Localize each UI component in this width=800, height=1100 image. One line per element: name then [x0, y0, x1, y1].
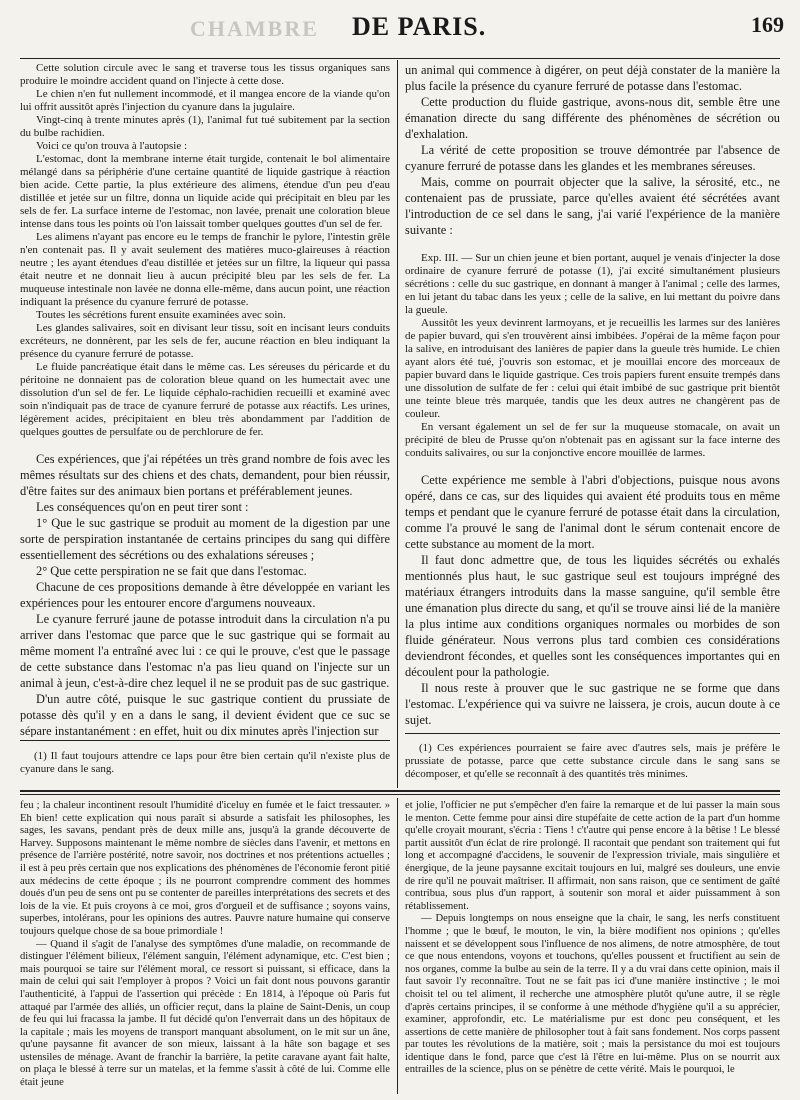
page-header: [20, 10, 790, 50]
paragraph: un animal qui commence à digérer, on peut déjà constater de la manière la plus facile la présence du cyanure ferruré de potasse dans l'estomac.: [405, 63, 780, 93]
paragraph: feu ; la chaleur incontinent resoult l'humidité d'iceluy en fumée et le faict tressauter. » Eh bien! cette explication qui nous paraît si absurde a satisfait les philosophes, les sages, les savans, pendant près de deux mille ans, jusqu'à la grande découverte de Harvey. Supposons maintenant le même nombre de siècles dans l'avenir, et mettons en présence de l'arrière postérité, notre savoir, nos doctrines et nos prétentions actuelles ; il est à peu près certain que nos explications des phénomènes de l'économie feront pitié aux médecins de cette époque ; ils ne pourront comprendre comment des hommes doués d'un peu de sens ont pu se contenter de pareilles interprétations des secrets et des lois de la vie. Et puis croyons à ce moi, gros d'orgueil et de suffisance ; soyons vains, superbes, intolérans, pour les opinions des autres. Pauvre nature humaine qui conserve toujours quelque chose de sa boue primordiale !: [20, 800, 390, 937]
right-column-bottom: [405, 800, 780, 1090]
footnote-rule-right: [405, 733, 780, 734]
paragraph: D'un autre côté, puisque le suc gastrique contient du prussiate de potasse dès qu'il y en a dans le sang, il devient évident que ce suc se sépare instantanément : en effet, huit ou dix minutes après l'injection sur: [20, 692, 390, 737]
paragraph: Voici ce qu'on trouva à l'autopsie :: [36, 140, 188, 152]
paragraph: Mais, comme on pourrait objecter que la salive, la sérosité, etc., ne contenaient pas de prussiate, parce qu'elles avaient été sécrétées avant l'introduction de ce sel dans le sang, j'ai varié l'expérience de la manière suivante :: [405, 175, 780, 237]
paragraph: Le cyanure ferruré jaune de potasse introduit dans la circulation n'a pu arriver dans l'estomac que parce que le suc gastrique qui se formait au même moment l'a entraîné avec lui : ce qui le prouve, c'est que le passage de cette substance dans l'estomac n'a pas lieu quand on l'injecte sur un animal à jeun, c'est-à-dire chez lequel il ne se produit pas de suc gastrique.: [20, 612, 390, 690]
paragraph: La vérité de cette proposition se trouve démontrée par l'absence de cyanure ferruré de potasse dans les glandes et les membranes séreuses.: [405, 143, 780, 173]
paragraph: Il faut donc admettre que, de tous les liquides sécrétés ou exhalés mentionnés plus haut, le suc gastrique seul est toujours imprégné des matériaux étrangers introduits dans la masse sanguine, qu'il semble être une émanation plus directe du sang, et qu'il se trouve ainsi lié de la manière la plus intime aux conditions organiques normales ou morbides de son fluide générateur. Nous verrons plus tard combien ces considérations deviendront fécondes, et quelles sont les conséquences importantes qui en découlent pour la pathologie.: [405, 553, 780, 679]
footnote: (1) Ces expériences pourraient se faire avec d'autres sels, mais je préfère le prussiate de potasse, parce que cette substance circule dans le sang sans se décomposer, et qu'elle se reconnaît à des quantités très minimes.: [405, 742, 780, 780]
column-divider-bottom: [397, 798, 398, 1094]
paragraph: Il nous reste à prouver que le suc gastrique ne se forme que dans l'estomac. L'expérience qui va suivre ne laissera, je crois, aucun doute à ce sujet.: [405, 681, 780, 727]
column-divider-top: [397, 60, 398, 788]
paragraph: — Depuis longtemps on nous enseigne que la chair, le sang, les nerfs constituent l'homme ; que le bœuf, le mouton, le vin, la bière modifient nos opinions ; qu'elles naissent et se développent sous l'influence de nos alimens, de notre atmosphère, de tout ce que nous entendons, voyons et touchons, qu'elles poussent et fructifient au sein de nos organes, comme la bulbe au sein de la terre. Il y a du vrai dans cette opinion, mais il faut savoir l'y reconnaître. Tout ne se fait pas ici d'une manière instinctive ; le moi choisit tel ou tel aliment, il recherche une atmosphère plutôt qu'une autre, il se règle d'après certains principes, il se conforme à une méthode d'hygiène qu'il a su apprécier, examiner, approfondir, etc. Le matérialisme pur est donc peu conséquent, et les assertions de cette manière de philosopher tout à fait sans fondement. Nos corps passent par toutes les révolutions de la matière, soit ; mais la persistance du moi est toujours identique dans le fond, parce que c'est là l'être en lui-même. Plus on se nourrit aux entrailles de la science, plus on se pénètre de cette vérité. Mais le pourquoi, le: [405, 913, 780, 1076]
experiment-three: [405, 252, 780, 460]
analysis-section: [405, 472, 780, 728]
feuilleton-rule-thin: [20, 794, 780, 795]
paragraph: L'estomac, dont la membrane interne était turgide, contenait le bol alimentaire mélangé dans sa périphérie d'une certaine quantité de liquide gastrique à réaction bien acide. Cette partie, la plus extérieure des alimens, étendue d'un peu d'eau distillée et jetée sur un filtre, donna un liquide acide qui précipitait en bleu par les sels de fer. La surface interne de l'estomac, non lavée, prenait une coloration bleue intense dans tous les points où l'on laissait tomber quelques gouttes d'un sel de fer.: [20, 153, 390, 230]
paragraph: Exp. III. — Sur un chien jeune et bien portant, auquel je venais d'injecter la dose ordinaire de cyanure ferruré de potasse (1), j'ai excité simultanément plusieurs sécrétions : celle du suc gastrique, en donnant à manger à l'animal ; celle des larmes, en lui jetant du tabac dans les yeux ; celle de la salive, en lui mettant du poivre dans la gueule.: [405, 252, 780, 316]
left-column-top: [20, 62, 390, 737]
page-title: DE PARIS.: [352, 12, 487, 41]
feuilleton-rule: [20, 790, 780, 792]
paragraph: 1° Que le suc gastrique se produit au moment de la digestion par une sorte de perspiration instantanée de certains principes du sang qui diffère essentiellement des sécrétions ou des exhalations séreuses ;: [20, 516, 390, 562]
paragraph: Cette solution circule avec le sang et traverse tous les tissus organiques sans produire le moindre accident quand on l'injecte à cette dose.: [20, 62, 390, 87]
paragraph: Les alimens n'ayant pas encore eu le temps de franchir le pylore, l'intestin grêle n'en contenait pas. Il y avait seulement des matières muco-glaireuses à réaction neutre ; les ayant étendues d'eau distillée et jetées sur un filtre, la liqueur qui passa était neutre et ne donnait lieu à aucun précipité bleu par les sels de fer. La muqueuse intestinale non lavée ne donna elle-même, dans aucun point, une réaction indiquant la présence du cyanure ferruré de potasse.: [20, 231, 390, 308]
paragraph: Cette expérience me semble à l'abri d'objections, puisque nous avons opéré, dans ce cas, sur des liquides qui avaient été produits tous en même temps et pendant que le cyanure ferruré de potasse était dans la circulation, comme l'a prouvé le sang de l'animal dont le sérum contenait encore de cette substance au moment de la mort.: [405, 473, 780, 551]
paragraph: Les glandes salivaires, soit en divisant leur tissu, soit en incisant leurs conduits excréteurs, ne donnèrent, par les sels de fer, aucune réaction en bleu indiquant la présence du cyanure ferruré de potasse.: [20, 322, 390, 360]
paragraph: — Quand il s'agit de l'analyse des symptômes d'une maladie, on recommande de distinguer l'élément bilieux, l'élément sanguin, l'élément adynamique, etc. C'est bien ; mais pourquoi se taire sur l'élément moral, ce ressort si puissant, si efficace, dans la main de celui qui sait l'employer à propos ? Voici un fait dont nous pouvons garantir l'authenticité, à l'appui de l'assertion qui précède : En 1814, à l'époque où Paris fut attaqué par l'armée des alliés, un officier reçut, dans la plaine de Saint-Denis, un coup de feu qui lui fracassa la jambe. Il fut décidé qu'on l'enverrait dans un des hôpitaux de la capitale ; mais les moyens de transport manquant absolument, on le mit sur un âne, qu'une paysanne fit avancer de son mieux, laissant à la hâte son bagage et ses ustensiles de ménage. Avant de franchir la barrière, la petite caravane ayant fait halte, on plaça le blessé à terre sur un matelas, et la femme s'assit à côté de lui. Comme elle était jeune: [20, 938, 390, 1089]
header-rule: [20, 58, 780, 59]
footnote-rule-left: [20, 740, 390, 741]
paragraph: Cette production du fluide gastrique, avons-nous dit, semble être une émanation directe du sang différente des phénomènes de sécrétion ou d'exhalation.: [405, 95, 780, 141]
conclusions-section: [20, 451, 390, 737]
paragraph: Aussitôt les yeux devinrent larmoyans, et je recueillis les larmes sur des lanières de papier buvard, qui s'en trouvèrent ainsi imbibées. J'opérai de la même façon pour la salive, en introduisant des lanières de papier dans la gueule très humide. Le chien ayant alors été tué, j'ouvris son estomac, et je mouillai encore des morceaux de papier buvard dans le liquide gastrique. Ces trois papiers furent ensuite trempés dans une dissolution de sulfate de fer : celui qui était imbibé de suc gastrique prit bientôt une teinte bleue très marquée, tandis que les deux autres ne changèrent pas de couleur.: [405, 317, 780, 420]
paragraph: Le fluide pancréatique était dans le même cas. Les séreuses du péricarde et du péritoine ne donnaient pas de coloration bleue quand on les humectait avec une dissolution d'un sel de fer. Le liquide céphalo-rachidien recueilli et examiné avec soin n'indiquait pas de trace de cyanure ferruré de potasse aux réactifs. Les urines, légèrement acides, précipitaient en bleu très abondamment par l'addition de quelques gouttes de persulfate ou de perchlorure de fer.: [20, 361, 390, 438]
paragraph: Chacune de ces propositions demande à être développée en variant les expériences pour les entourer encore d'argumens nouveaux.: [20, 580, 390, 610]
paragraph: 2° Que cette perspiration ne se fait que dans l'estomac.: [36, 564, 307, 578]
paragraph: Les conséquences qu'on en peut tirer sont :: [36, 500, 249, 514]
page-number: 169: [751, 12, 784, 37]
right-column-top: [405, 62, 780, 737]
intro-section: [405, 62, 780, 238]
paragraph: Ces expériences, que j'ai répétées un très grand nombre de fois avec les mêmes résultats sur des chiens et des chats, demandent, pour bien réussir, d'être faites sur des animaux bien portans et préférablement jeunes.: [20, 452, 390, 498]
footnote-left: [20, 750, 390, 784]
footnote: (1) Il faut toujours attendre ce laps pour être bien certain qu'il n'existe plus de cyanure dans le sang.: [20, 750, 390, 775]
paragraph: En versant également un sel de fer sur la muqueuse stomacale, on avait un précipité de bleu de Prusse qu'on n'obtenait pas en agissant sur la face interne des conduits salivaires, ou sur la conjonctive encore mouillée de larmes.: [405, 421, 780, 459]
show-through-text: CHAMBRE: [190, 16, 319, 41]
paragraph: Vingt-cinq à trente minutes après (1), l'animal fut tué subitement par la section du bulbe rachidien.: [20, 114, 390, 139]
paragraph: Le chien n'en fut nullement incommodé, et il mangea encore de la viande qu'on lui offrit aussitôt après l'injection du cyanure dans la jugulaire.: [20, 88, 390, 113]
left-column-bottom: [20, 800, 390, 1090]
paragraph: Toutes les sécrétions furent ensuite examinées avec soin.: [36, 309, 286, 321]
paragraph: et jolie, l'officier ne put s'empêcher d'en faire la remarque et de lui passer la main sous le menton. Cette femme pour ainsi dire stupéfaite de cette action de la part d'un homme qu'elle croyait mourant, s'écria : Tiens ! c't'autre qui pense encore à la bêtise ! Le blessé partit aussitôt d'un éclat de rire prolongé. Il racontait que pendant son traitement qui fut long et accompagné d'accidens, le souvenir de l'expression triviale, mais singulière et énergique, de la jeune paysanne excitait toujours en lui, malgré ses douleurs, une envie de rire qu'il ne pouvait maîtriser. Il affirmait, non sans raison, que ce sentiment de gaîté contribua, sous plus d'un rapport, à soutenir son moral et aider puissamment à son rétablissement.: [405, 800, 780, 912]
footnote-right: [405, 742, 780, 784]
